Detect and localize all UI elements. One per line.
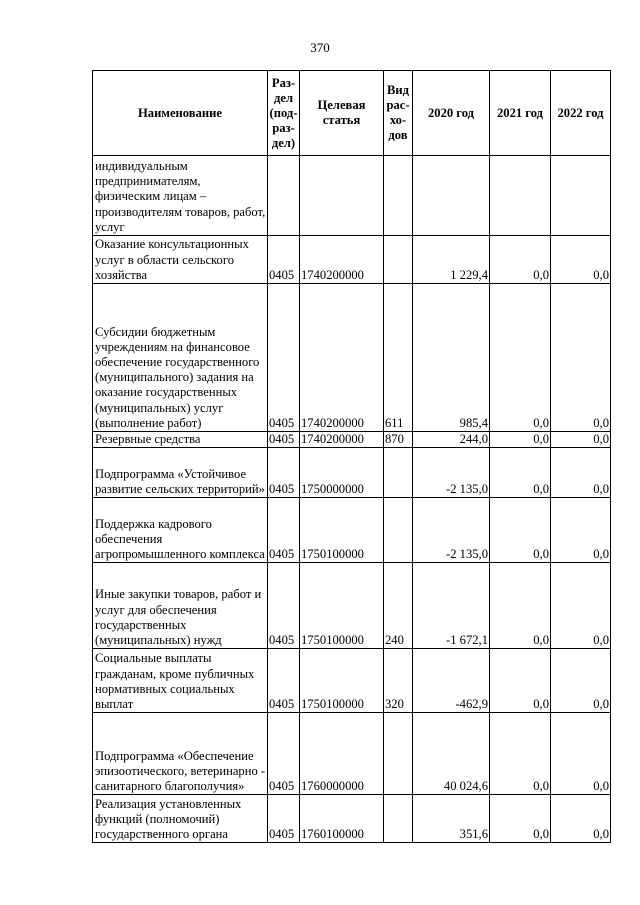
row-section: 0405 [268, 498, 300, 563]
row-2021: 0,0 [490, 236, 551, 284]
row-expense: 240 [384, 563, 413, 649]
row-name: Иные закупки товаров, работ и услуг для обеспечения государственных (муниципальных) нужд [93, 563, 268, 649]
row-2021: 0,0 [490, 498, 551, 563]
row-target: 1740200000 [300, 284, 384, 432]
row-expense [384, 498, 413, 563]
row-2022: 0,0 [551, 448, 611, 498]
row-target: 1740200000 [300, 432, 384, 448]
row-2020: -1 672,1 [413, 563, 490, 649]
table-row [93, 448, 611, 498]
row-name: Реализация установленных функций (полномочий) государственного органа [93, 795, 268, 843]
row-name: Субсидии бюджетным учреждениям на финансовое обеспечение государственного (муниципального) задания на оказание государственных (муниципальных) услуг (выполнение работ) [93, 284, 268, 432]
row-name: Подпрограмма «Устойчивое развитие сельских территорий» [93, 448, 268, 498]
row-expense [384, 795, 413, 843]
row-2022: 0,0 [551, 236, 611, 284]
table-row [93, 432, 611, 448]
table-row [93, 284, 611, 432]
row-target: 1750000000 [300, 448, 384, 498]
row-2022: 0,0 [551, 498, 611, 563]
row-section [268, 156, 300, 236]
row-section: 0405 [268, 448, 300, 498]
header-2022: 2022 год [551, 71, 611, 156]
row-target: 1750100000 [300, 563, 384, 649]
row-2021: 0,0 [490, 649, 551, 713]
row-2020 [413, 156, 490, 236]
row-name: Поддержка кадрового обеспечения агропромышленного комплекса [93, 498, 268, 563]
header-2020: 2020 год [413, 71, 490, 156]
row-section: 0405 [268, 236, 300, 284]
row-2020: -2 135,0 [413, 498, 490, 563]
row-2021: 0,0 [490, 448, 551, 498]
table-row [93, 498, 611, 563]
row-target: 1740200000 [300, 236, 384, 284]
row-expense: 320 [384, 649, 413, 713]
row-2020: 244,0 [413, 432, 490, 448]
header-name: Наименование [93, 71, 268, 156]
row-name: Подпрограмма «Обеспечение эпизоотического, ветеринарно - санитарного благополучия» [93, 713, 268, 795]
row-expense: 611 [384, 284, 413, 432]
row-target: 1750100000 [300, 649, 384, 713]
row-expense [384, 448, 413, 498]
row-name: Оказание консультационных услуг в области сельского хозяйства [93, 236, 268, 284]
header-2021: 2021 год [490, 71, 551, 156]
row-2022: 0,0 [551, 284, 611, 432]
header-target: Целевая статья [300, 71, 384, 156]
row-2021: 0,0 [490, 284, 551, 432]
row-name: Социальные выплаты гражданам, кроме публичных нормативных социальных выплат [93, 649, 268, 713]
row-2020: 351,6 [413, 795, 490, 843]
table-row [93, 649, 611, 713]
row-2021 [490, 156, 551, 236]
row-2020: 1 229,4 [413, 236, 490, 284]
row-target: 1760000000 [300, 713, 384, 795]
budget-table [92, 70, 611, 843]
row-2021: 0,0 [490, 795, 551, 843]
row-2022: 0,0 [551, 432, 611, 448]
row-2022: 0,0 [551, 713, 611, 795]
row-2021: 0,0 [490, 713, 551, 795]
row-section: 0405 [268, 713, 300, 795]
row-expense [384, 156, 413, 236]
row-section: 0405 [268, 284, 300, 432]
row-expense [384, 713, 413, 795]
row-name: Резервные средства [93, 432, 268, 448]
row-target: 1750100000 [300, 498, 384, 563]
table-row [93, 156, 611, 236]
row-2022 [551, 156, 611, 236]
row-2020: -462,9 [413, 649, 490, 713]
page-number: 370 [310, 40, 330, 55]
row-target [300, 156, 384, 236]
table-row [93, 563, 611, 649]
header-expense: Вид рас- хо- дов [384, 71, 413, 156]
row-2022: 0,0 [551, 795, 611, 843]
header-section: Раз- дел (под- раз- дел) [268, 71, 300, 156]
row-section: 0405 [268, 563, 300, 649]
row-2020: 985,4 [413, 284, 490, 432]
row-2021: 0,0 [490, 432, 551, 448]
row-2020: 40 024,6 [413, 713, 490, 795]
row-name: индивидуальным предпринимателям, физическим лицам – производителям товаров, работ, услуг [93, 156, 268, 236]
row-section: 0405 [268, 432, 300, 448]
table-header-row [93, 71, 611, 156]
row-section: 0405 [268, 649, 300, 713]
table-row [93, 236, 611, 284]
row-2021: 0,0 [490, 563, 551, 649]
row-2022: 0,0 [551, 649, 611, 713]
table-row [93, 795, 611, 843]
row-target: 1760100000 [300, 795, 384, 843]
row-expense: 870 [384, 432, 413, 448]
row-2020: -2 135,0 [413, 448, 490, 498]
row-2022: 0,0 [551, 563, 611, 649]
row-expense [384, 236, 413, 284]
row-section: 0405 [268, 795, 300, 843]
table-row [93, 713, 611, 795]
